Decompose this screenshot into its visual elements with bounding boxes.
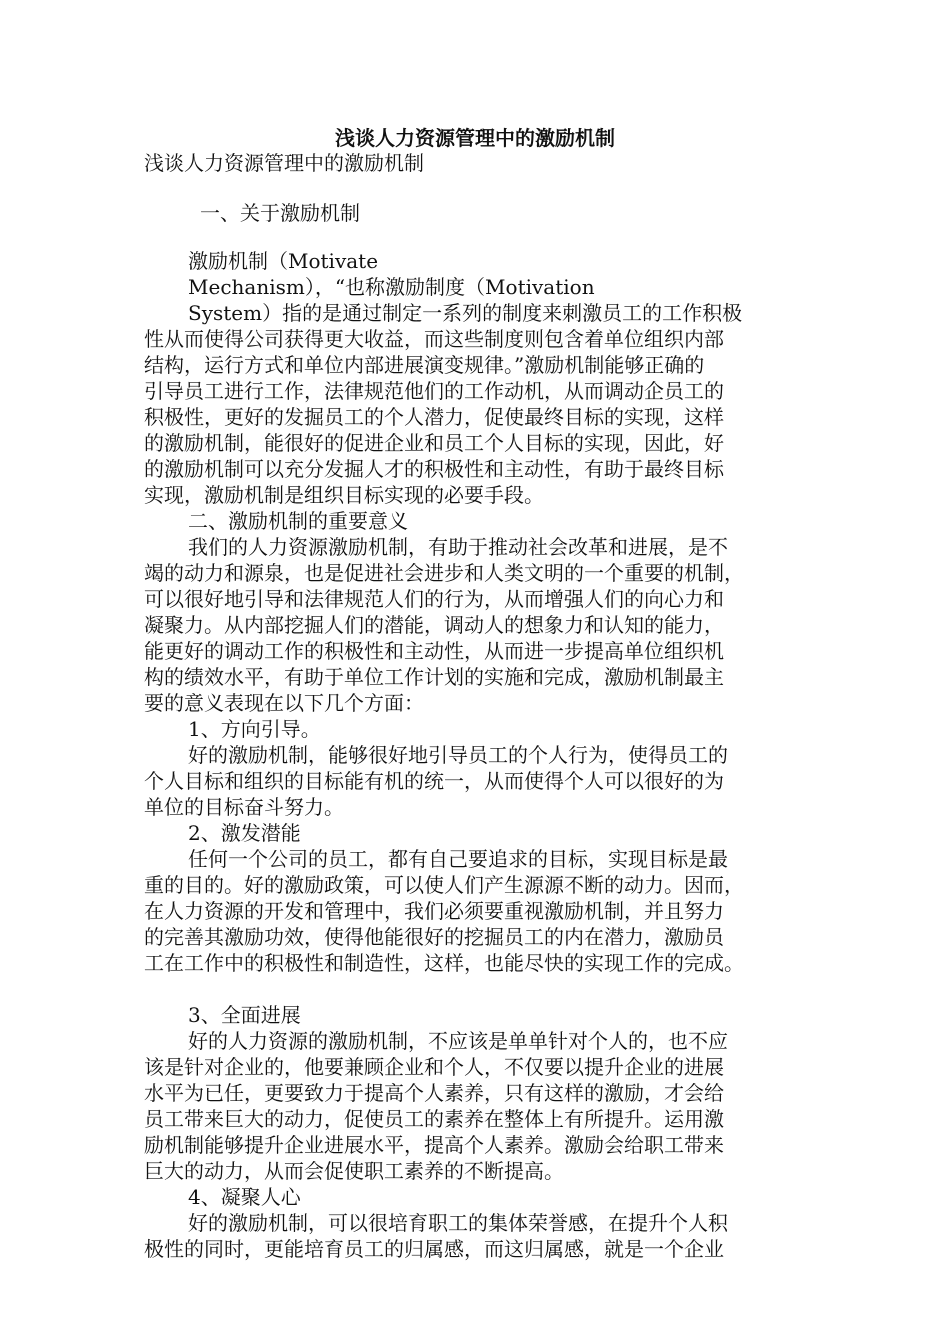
document-title: 浅谈人力资源管理中的激励机制 — [335, 126, 615, 150]
paragraph-line: 水平为已任，更要致力于提高个人素养，只有这样的激励，才会给 — [144, 1081, 724, 1105]
paragraph-line: 励机制能够提升企业进展水平，提高个人素养。激励会给职工带来 — [144, 1133, 724, 1157]
paragraph-line: 该是针对企业的，他要兼顾企业和个人，不仅要以提升企业的进展 — [144, 1055, 724, 1079]
paragraph-line: 工在工作中的积极性和制造性，这样，也能尽快的实现工作的完成。 — [144, 951, 744, 975]
paragraph-line: 实现，激励机制是组织目标实现的必要手段。 — [144, 483, 544, 507]
paragraph-line: 激励机制（Motivate — [188, 249, 379, 273]
paragraph-line: 要的意义表现在以下几个方面： — [144, 691, 424, 715]
paragraph-line: 4、凝聚人心 — [188, 1185, 301, 1209]
paragraph-line: 2、激发潜能 — [188, 821, 301, 845]
paragraph-line: 能更好的调动工作的积极性和主动性，从而进一步提高单位组织机 — [144, 639, 724, 663]
paragraph-line: 极性的同时，更能培育员工的归属感，而这归属感，就是一个企业 — [144, 1237, 724, 1261]
paragraph-line: 3、全面进展 — [188, 1003, 301, 1027]
paragraph-line: 任何一个公司的员工，都有自己要追求的目标，实现目标是最 — [188, 847, 728, 871]
paragraph-line: 好的激励机制，可以很培育职工的集体荣誉感，在提升个人积 — [188, 1211, 728, 1235]
paragraph-line: 可以很好地引导和法律规范人们的行为，从而增强人们的向心力和 — [144, 587, 724, 611]
paragraph-line: 二、激励机制的重要意义 — [188, 509, 408, 533]
paragraph-line: 重的目的。好的激励政策，可以使人们产生源源不断的动力。因而， — [144, 873, 744, 897]
paragraph-line: 性从而使得公司获得更大收益，而这些制度则包含着单位组织内部 — [144, 327, 724, 351]
paragraph-line: 好的人力资源的激励机制，不应该是单单针对个人的，也不应 — [188, 1029, 728, 1053]
paragraph-line: 单位的目标奋斗努力。 — [144, 795, 344, 819]
paragraph-line: 好的激励机制，能够很好地引导员工的个人行为，使得员工的 — [188, 743, 728, 767]
paragraph-line: 1、方向引导。 — [188, 717, 321, 741]
body-text — [144, 248, 808, 1262]
paragraph-line: 巨大的动力，从而会促使职工素养的不断提高。 — [144, 1159, 564, 1183]
paragraph-line — [144, 976, 808, 1002]
paragraph-line: 构的绩效水平，有助于单位工作计划的实施和完成，激励机制最主 — [144, 665, 724, 689]
paragraph-line: 积极性，更好的发掘员工的个人潜力，促使最终目标的实现，这样 — [144, 405, 724, 429]
paragraph-line: 我们的人力资源激励机制，有助于推动社会改革和进展，是不 — [188, 535, 728, 559]
paragraph-line: 的完善其激励功效，使得他能很好的挖掘员工的内在潜力，激励员 — [144, 925, 724, 949]
document-subtitle: 浅谈人力资源管理中的激励机制 — [144, 151, 424, 175]
paragraph-line: 在人力资源的开发和管理中，我们必须要重视激励机制，并且努力 — [144, 899, 724, 923]
paragraph-line: Mechanism），“也称激励制度（Motivation — [188, 275, 595, 299]
paragraph-line: 竭的动力和源泉，也是促进社会进步和人类文明的一个重要的机制， — [144, 561, 744, 585]
paragraph-line: 的激励机制，能很好的促进企业和员工个人目标的实现，因此，好 — [144, 431, 724, 455]
paragraph-line: 引导员工进行工作，法律规范他们的工作动机，从而调动企员工的 — [144, 379, 724, 403]
paragraph-line: 凝聚力。从内部挖掘人们的潜能，调动人的想象力和认知的能力， — [144, 613, 724, 637]
paragraph-line: 的激励机制可以充分发掘人才的积极性和主动性，有助于最终目标 — [144, 457, 724, 481]
paragraph-line: 员工带来巨大的动力，促使员工的素养在整体上有所提升。运用激 — [144, 1107, 724, 1131]
paragraph-line: 个人目标和组织的目标能有机的统一，从而使得个人可以很好的为 — [144, 769, 724, 793]
section-heading: 一、关于激励机制 — [200, 201, 360, 225]
paragraph-line: System）指的是通过制定一系列的制度来刺激员工的工作积极 — [188, 301, 743, 325]
paragraph-line: 结构，运行方式和单位内部进展演变规律。”激励机制能够正确的 — [144, 353, 705, 377]
